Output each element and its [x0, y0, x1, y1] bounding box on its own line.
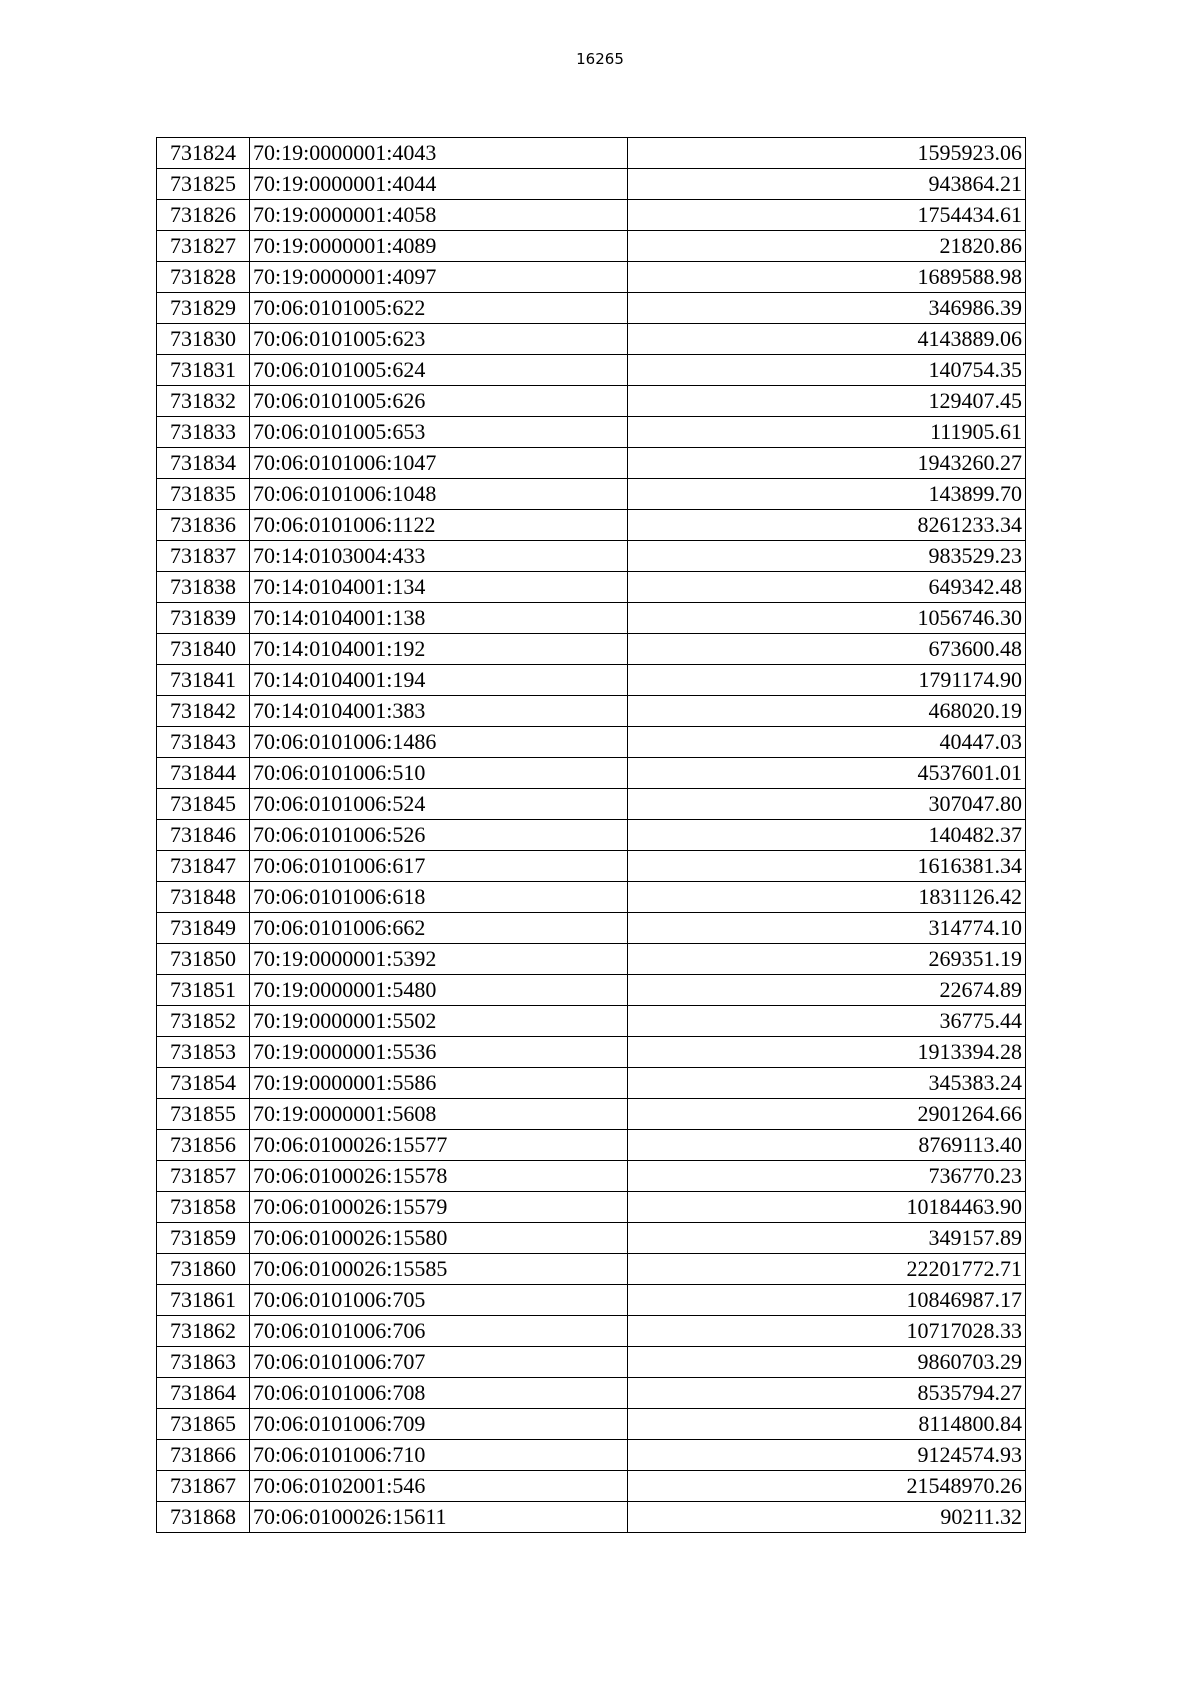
table-row — [157, 1471, 1026, 1502]
row-id-cell: 731830 — [157, 324, 250, 355]
value-cell: 314774.10 — [628, 913, 1026, 944]
table-row — [157, 1223, 1026, 1254]
value-cell: 36775.44 — [628, 1006, 1026, 1037]
table-row — [157, 758, 1026, 789]
value-cell: 10717028.33 — [628, 1316, 1026, 1347]
cadastral-number-cell: 70:06:0101006:709 — [250, 1409, 628, 1440]
row-id-cell: 731842 — [157, 696, 250, 727]
value-cell: 4143889.06 — [628, 324, 1026, 355]
table-row — [157, 1099, 1026, 1130]
table-row — [157, 138, 1026, 169]
page-number: 16265 — [576, 50, 624, 68]
row-id-cell: 731850 — [157, 944, 250, 975]
table-row — [157, 169, 1026, 200]
row-id-cell: 731859 — [157, 1223, 250, 1254]
value-cell: 1754434.61 — [628, 200, 1026, 231]
row-id-cell: 731824 — [157, 138, 250, 169]
row-id-cell: 731862 — [157, 1316, 250, 1347]
table-row — [157, 293, 1026, 324]
row-id-cell: 731838 — [157, 572, 250, 603]
value-cell: 8114800.84 — [628, 1409, 1026, 1440]
table-row — [157, 448, 1026, 479]
cadastral-number-cell: 70:06:0101005:624 — [250, 355, 628, 386]
value-cell: 736770.23 — [628, 1161, 1026, 1192]
value-cell: 8769113.40 — [628, 1130, 1026, 1161]
table-row — [157, 1130, 1026, 1161]
table-row — [157, 603, 1026, 634]
table-row — [157, 820, 1026, 851]
cadastral-number-cell: 70:06:0100026:15611 — [250, 1502, 628, 1533]
value-cell: 4537601.01 — [628, 758, 1026, 789]
data-table — [156, 137, 1026, 1533]
value-cell: 1791174.90 — [628, 665, 1026, 696]
value-cell: 2901264.66 — [628, 1099, 1026, 1130]
value-cell: 649342.48 — [628, 572, 1026, 603]
row-id-cell: 731845 — [157, 789, 250, 820]
row-id-cell: 731837 — [157, 541, 250, 572]
value-cell: 8261233.34 — [628, 510, 1026, 541]
table-row — [157, 324, 1026, 355]
row-id-cell: 731836 — [157, 510, 250, 541]
value-cell: 1056746.30 — [628, 603, 1026, 634]
cadastral-number-cell: 70:06:0101006:1048 — [250, 479, 628, 510]
cadastral-number-cell: 70:06:0101006:1047 — [250, 448, 628, 479]
row-id-cell: 731852 — [157, 1006, 250, 1037]
table-row — [157, 417, 1026, 448]
row-id-cell: 731834 — [157, 448, 250, 479]
row-id-cell: 731841 — [157, 665, 250, 696]
row-id-cell: 731855 — [157, 1099, 250, 1130]
row-id-cell: 731866 — [157, 1440, 250, 1471]
row-id-cell: 731833 — [157, 417, 250, 448]
row-id-cell: 731849 — [157, 913, 250, 944]
cadastral-number-cell: 70:06:0101006:1122 — [250, 510, 628, 541]
row-id-cell: 731831 — [157, 355, 250, 386]
cadastral-number-cell: 70:06:0101005:623 — [250, 324, 628, 355]
cadastral-number-cell: 70:14:0104001:192 — [250, 634, 628, 665]
row-id-cell: 731867 — [157, 1471, 250, 1502]
row-id-cell: 731860 — [157, 1254, 250, 1285]
row-id-cell: 731829 — [157, 293, 250, 324]
value-cell: 10846987.17 — [628, 1285, 1026, 1316]
row-id-cell: 731828 — [157, 262, 250, 293]
table-row — [157, 727, 1026, 758]
value-cell: 943864.21 — [628, 169, 1026, 200]
row-id-cell: 731843 — [157, 727, 250, 758]
value-cell: 9860703.29 — [628, 1347, 1026, 1378]
cadastral-number-cell: 70:19:0000001:5480 — [250, 975, 628, 1006]
row-id-cell: 731863 — [157, 1347, 250, 1378]
table-body — [157, 138, 1026, 1533]
cadastral-number-cell: 70:19:0000001:5608 — [250, 1099, 628, 1130]
table-row — [157, 1037, 1026, 1068]
table-row — [157, 386, 1026, 417]
row-id-cell: 731844 — [157, 758, 250, 789]
table-row — [157, 572, 1026, 603]
row-id-cell: 731861 — [157, 1285, 250, 1316]
row-id-cell: 731835 — [157, 479, 250, 510]
value-cell: 22674.89 — [628, 975, 1026, 1006]
table-row — [157, 541, 1026, 572]
table-row — [157, 1502, 1026, 1533]
value-cell: 90211.32 — [628, 1502, 1026, 1533]
cadastral-number-cell: 70:19:0000001:5586 — [250, 1068, 628, 1099]
cadastral-number-cell: 70:06:0101006:617 — [250, 851, 628, 882]
table-row — [157, 882, 1026, 913]
cadastral-number-cell: 70:06:0101006:662 — [250, 913, 628, 944]
table-row — [157, 1378, 1026, 1409]
cadastral-number-cell: 70:06:0101006:705 — [250, 1285, 628, 1316]
cadastral-number-cell: 70:14:0104001:138 — [250, 603, 628, 634]
row-id-cell: 731858 — [157, 1192, 250, 1223]
cadastral-number-cell: 70:19:0000001:4089 — [250, 231, 628, 262]
value-cell: 111905.61 — [628, 417, 1026, 448]
cadastral-number-cell: 70:14:0104001:134 — [250, 572, 628, 603]
cadastral-number-cell: 70:14:0103004:433 — [250, 541, 628, 572]
table-row — [157, 510, 1026, 541]
cadastral-number-cell: 70:06:0101006:524 — [250, 789, 628, 820]
table-row — [157, 696, 1026, 727]
value-cell: 673600.48 — [628, 634, 1026, 665]
cadastral-number-cell: 70:19:0000001:5392 — [250, 944, 628, 975]
row-id-cell: 731827 — [157, 231, 250, 262]
row-id-cell: 731848 — [157, 882, 250, 913]
table-row — [157, 479, 1026, 510]
table-row — [157, 355, 1026, 386]
cadastral-number-cell: 70:19:0000001:4044 — [250, 169, 628, 200]
value-cell: 269351.19 — [628, 944, 1026, 975]
cadastral-number-cell: 70:06:0100026:15585 — [250, 1254, 628, 1285]
value-cell: 1595923.06 — [628, 138, 1026, 169]
cadastral-number-cell: 70:06:0101006:618 — [250, 882, 628, 913]
row-id-cell: 731864 — [157, 1378, 250, 1409]
table-row — [157, 1316, 1026, 1347]
cadastral-number-cell: 70:06:0101006:710 — [250, 1440, 628, 1471]
value-cell: 468020.19 — [628, 696, 1026, 727]
cadastral-number-cell: 70:06:0101006:707 — [250, 1347, 628, 1378]
table-row — [157, 1254, 1026, 1285]
row-id-cell: 731856 — [157, 1130, 250, 1161]
value-cell: 346986.39 — [628, 293, 1026, 324]
table-row — [157, 1409, 1026, 1440]
table-row — [157, 665, 1026, 696]
table-row — [157, 1006, 1026, 1037]
cadastral-number-cell: 70:06:0100026:15577 — [250, 1130, 628, 1161]
row-id-cell: 731851 — [157, 975, 250, 1006]
row-id-cell: 731846 — [157, 820, 250, 851]
cadastral-number-cell: 70:14:0104001:194 — [250, 665, 628, 696]
table-row — [157, 913, 1026, 944]
value-cell: 21820.86 — [628, 231, 1026, 262]
row-id-cell: 731840 — [157, 634, 250, 665]
row-id-cell: 731847 — [157, 851, 250, 882]
table-row — [157, 1192, 1026, 1223]
table-row — [157, 634, 1026, 665]
value-cell: 40447.03 — [628, 727, 1026, 758]
row-id-cell: 731839 — [157, 603, 250, 634]
value-cell: 143899.70 — [628, 479, 1026, 510]
table-row — [157, 975, 1026, 1006]
row-id-cell: 731832 — [157, 386, 250, 417]
value-cell: 22201772.71 — [628, 1254, 1026, 1285]
cadastral-number-cell: 70:19:0000001:4058 — [250, 200, 628, 231]
value-cell: 345383.24 — [628, 1068, 1026, 1099]
table-row — [157, 789, 1026, 820]
table-row — [157, 1440, 1026, 1471]
table-row — [157, 200, 1026, 231]
value-cell: 129407.45 — [628, 386, 1026, 417]
row-id-cell: 731854 — [157, 1068, 250, 1099]
cadastral-number-cell: 70:06:0100026:15579 — [250, 1192, 628, 1223]
row-id-cell: 731865 — [157, 1409, 250, 1440]
cadastral-number-cell: 70:19:0000001:5536 — [250, 1037, 628, 1068]
row-id-cell: 731857 — [157, 1161, 250, 1192]
value-cell: 10184463.90 — [628, 1192, 1026, 1223]
row-id-cell: 731853 — [157, 1037, 250, 1068]
row-id-cell: 731825 — [157, 169, 250, 200]
value-cell: 21548970.26 — [628, 1471, 1026, 1502]
row-id-cell: 731826 — [157, 200, 250, 231]
value-cell: 140482.37 — [628, 820, 1026, 851]
table-row — [157, 1285, 1026, 1316]
cadastral-number-cell: 70:06:0101006:526 — [250, 820, 628, 851]
cadastral-number-cell: 70:06:0101006:1486 — [250, 727, 628, 758]
value-cell: 9124574.93 — [628, 1440, 1026, 1471]
row-id-cell: 731868 — [157, 1502, 250, 1533]
cadastral-number-cell: 70:06:0101006:510 — [250, 758, 628, 789]
table-row — [157, 231, 1026, 262]
cadastral-number-cell: 70:06:0100026:15580 — [250, 1223, 628, 1254]
value-cell: 1913394.28 — [628, 1037, 1026, 1068]
cadastral-number-cell: 70:14:0104001:383 — [250, 696, 628, 727]
cadastral-number-cell: 70:06:0102001:546 — [250, 1471, 628, 1502]
cadastral-number-cell: 70:06:0101005:622 — [250, 293, 628, 324]
table-row — [157, 944, 1026, 975]
table-row — [157, 851, 1026, 882]
value-cell: 1616381.34 — [628, 851, 1026, 882]
value-cell: 983529.23 — [628, 541, 1026, 572]
cadastral-number-cell: 70:06:0101006:708 — [250, 1378, 628, 1409]
cadastral-number-cell: 70:19:0000001:4043 — [250, 138, 628, 169]
value-cell: 307047.80 — [628, 789, 1026, 820]
table-row — [157, 1068, 1026, 1099]
table-row — [157, 1347, 1026, 1378]
value-cell: 1943260.27 — [628, 448, 1026, 479]
cadastral-number-cell: 70:06:0101005:626 — [250, 386, 628, 417]
value-cell: 349157.89 — [628, 1223, 1026, 1254]
cadastral-number-cell: 70:06:0101006:706 — [250, 1316, 628, 1347]
cadastral-number-cell: 70:06:0101005:653 — [250, 417, 628, 448]
cadastral-number-cell: 70:19:0000001:5502 — [250, 1006, 628, 1037]
value-cell: 1831126.42 — [628, 882, 1026, 913]
value-cell: 1689588.98 — [628, 262, 1026, 293]
table-row — [157, 1161, 1026, 1192]
table-row — [157, 262, 1026, 293]
cadastral-number-cell: 70:19:0000001:4097 — [250, 262, 628, 293]
value-cell: 8535794.27 — [628, 1378, 1026, 1409]
value-cell: 140754.35 — [628, 355, 1026, 386]
cadastral-number-cell: 70:06:0100026:15578 — [250, 1161, 628, 1192]
